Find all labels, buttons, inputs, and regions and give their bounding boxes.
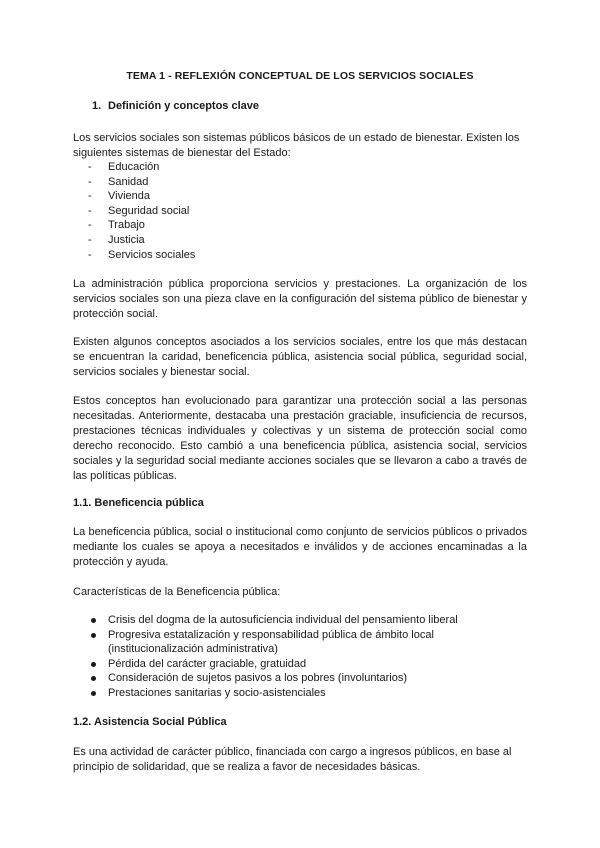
asistencia-paragraph: Es una actividad de carácter público, financiada con cargo a ingresos públicos, en base al principio de solidaridad, que se realiza a favor de necesidades básicas.: [73, 746, 512, 773]
section-1-2-heading: 1.2. Asistencia Social Pública: [73, 716, 227, 728]
section-1-1-heading: 1.1. Beneficencia pública: [73, 497, 204, 509]
intro-paragraph: Los servicios sociales son sistemas públicos básicos de un estado de bienestar. Existen los siguientes sistemas de bienestar del Estado:: [73, 132, 520, 159]
section-1-number: 1.: [92, 100, 102, 112]
bullet-icon: [91, 633, 96, 638]
admin-paragraph: La administración pública proporciona servicios y prestaciones. La organización de los servicios sociales son una pieza clave en la configuración del sistema público de bienestar y protección social.: [73, 278, 527, 320]
section-1-heading: [92, 100, 259, 112]
list-item: - Seguridad social: [88, 204, 190, 217]
list-item: - Educación: [88, 161, 160, 173]
bullet-icon: [91, 691, 96, 696]
beneficencia-paragraph: La beneficencia pública, social o institucional como conjunto de servicios públicos o privados mediante los cuales se apoya a necesitados e inválidos y de acciones encaminadas a la protección y ayuda.: [73, 526, 527, 568]
list-item: - Justicia: [88, 233, 145, 246]
list-item: - Sanidad: [88, 175, 149, 188]
bullet-icon: [91, 662, 96, 667]
section-1-title: Definición y conceptos clave: [108, 100, 259, 112]
bullet-icon: [91, 618, 96, 623]
list-item: - Trabajo: [88, 219, 145, 232]
characteristics-list: [90, 613, 527, 701]
bullet-icon: [91, 676, 96, 681]
list-item: Pérdida del carácter graciable, gratuidad: [90, 657, 527, 672]
evolution-paragraph: Estos conceptos han evolucionado para garantizar una protección social a las personas necesitadas. Anteriormente, destacaba una prestación graciable, insuficiencia de recursos, prestaciones técnicas individuales y colectivas y un sistema de protección social como derecho reconocido. Esto cambió a una beneficencia pública, asistencia social, servicios sociales y la seguridad social mediante acciones sociales que se llevaron a cabo a través de las políticas públicas.: [73, 395, 527, 482]
welfare-systems-list: [88, 160, 195, 262]
list-item: - Vivienda: [88, 190, 150, 203]
list-item: Progresiva estatalización y responsabilidad pública de ámbito local (institucionalización administrativa): [90, 628, 527, 657]
concepts-paragraph: Existen algunos conceptos asociados a los servicios sociales, entre los que más destacan se encuentran la caridad, beneficencia pública, asistencia social pública, seguridad social, servicios sociales y bienestar social.: [73, 336, 527, 378]
characteristics-label: Características de la Beneficencia pública:: [73, 586, 281, 598]
page-title: TEMA 1 - REFLEXIÓN CONCEPTUAL DE LOS SERVICIOS SOCIALES: [126, 70, 474, 82]
list-item: - Servicios sociales: [88, 248, 196, 261]
list-item: Prestaciones sanitarias y socio-asistenciales: [90, 686, 527, 701]
list-item: Consideración de sujetos pasivos a los pobres (involuntarios): [90, 671, 527, 686]
list-item: Crisis del dogma de la autosuficiencia individual del pensamiento liberal: [90, 613, 527, 628]
